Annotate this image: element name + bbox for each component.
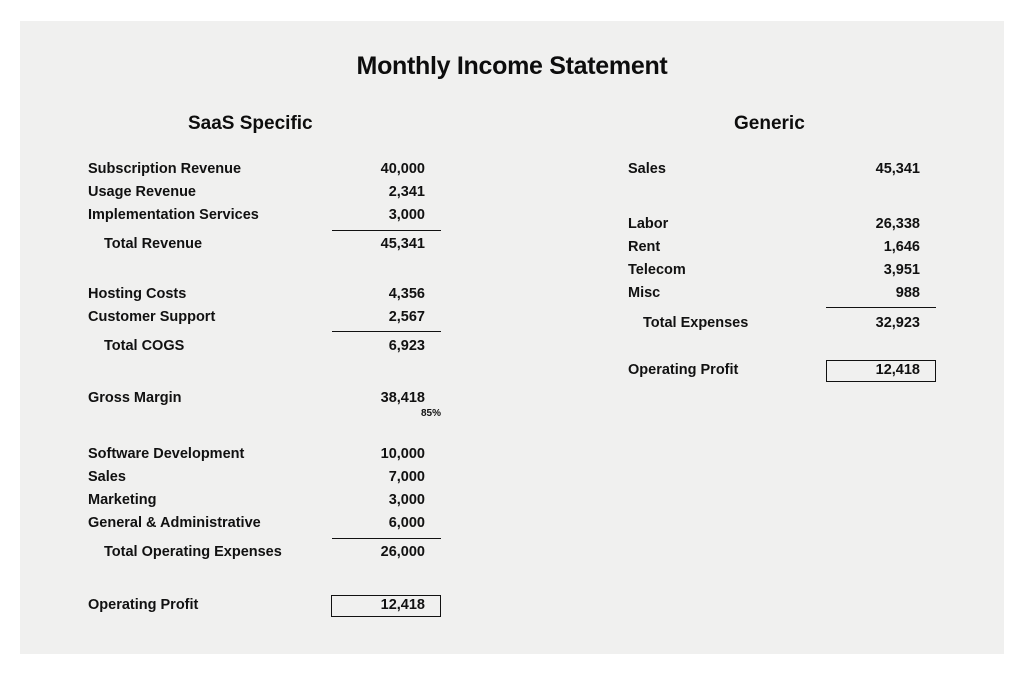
row-value: 3,000	[388, 207, 425, 223]
row-label: Telecom	[628, 262, 686, 278]
row-value: 2,567	[388, 309, 425, 325]
page-title: Monthly Income Statement	[356, 52, 668, 80]
row-value: 6,000	[388, 515, 425, 531]
row-generic-operating-profit	[628, 360, 936, 380]
row-value: 988	[895, 285, 920, 301]
row-software-development	[88, 444, 441, 464]
row-value: 4,356	[388, 286, 425, 302]
row-total-operating-expenses	[88, 542, 441, 562]
row-label: Total Operating Expenses	[104, 544, 282, 560]
row-label: Sales	[628, 161, 666, 177]
row-value: 1,646	[883, 239, 920, 255]
row-sales	[88, 467, 441, 487]
row-value: 2,341	[388, 184, 425, 200]
subtotal-rule	[826, 307, 936, 308]
row-label: Implementation Services	[88, 207, 259, 223]
row-total-cogs	[88, 336, 441, 356]
row-value: 12,418	[875, 362, 920, 378]
gross-margin-percent: 85%	[420, 408, 441, 419]
row-value: 26,338	[875, 216, 920, 232]
subtotal-rule	[332, 230, 441, 231]
row-usage-revenue	[88, 182, 441, 202]
row-value: 7,000	[388, 469, 425, 485]
row-label: Software Development	[88, 446, 245, 462]
row-label: Labor	[628, 216, 669, 232]
row-hosting-costs	[88, 284, 441, 304]
row-misc	[628, 283, 936, 303]
row-label: Usage Revenue	[88, 184, 196, 200]
row-operating-profit	[88, 595, 441, 615]
row-label: Customer Support	[88, 309, 216, 325]
row-label: General & Administrative	[88, 515, 261, 531]
row-labor	[628, 214, 936, 234]
row-total-revenue	[88, 234, 441, 254]
row-value: 6,923	[388, 338, 425, 354]
row-label: Misc	[628, 285, 661, 301]
row-value: 3,000	[388, 492, 425, 508]
row-implementation-services	[88, 205, 441, 225]
row-telecom	[628, 260, 936, 280]
row-value: 3,951	[883, 262, 920, 278]
subtotal-rule	[332, 331, 441, 332]
row-value: 10,000	[380, 446, 425, 462]
row-gross-margin	[88, 388, 441, 408]
row-label: Operating Profit	[628, 362, 739, 378]
row-label: Sales	[88, 469, 126, 485]
row-total-expenses	[628, 313, 936, 333]
row-label: Total COGS	[104, 338, 185, 354]
row-subscription-revenue	[88, 159, 441, 179]
row-marketing	[88, 490, 441, 510]
generic-section-title: Generic	[734, 113, 805, 134]
row-value: 26,000	[380, 544, 425, 560]
row-value: 32,923	[875, 315, 920, 331]
row-label: Hosting Costs	[88, 286, 187, 302]
row-value: 45,341	[380, 236, 425, 252]
row-value: 40,000	[380, 161, 425, 177]
row-rent	[628, 237, 936, 257]
row-label: Operating Profit	[88, 597, 199, 613]
row-value: 38,418	[380, 390, 425, 406]
row-label: Total Expenses	[643, 315, 749, 331]
row-label: Subscription Revenue	[88, 161, 242, 177]
row-generic-sales	[628, 159, 936, 179]
subtotal-rule	[332, 538, 441, 539]
row-value: 12,418	[380, 597, 425, 613]
row-value: 45,341	[875, 161, 920, 177]
row-label: Rent	[628, 239, 661, 255]
row-label: Total Revenue	[104, 236, 203, 252]
saas-section-title: SaaS Specific	[188, 113, 313, 134]
row-label: Marketing	[88, 492, 157, 508]
row-general-administrative	[88, 513, 441, 533]
row-customer-support	[88, 307, 441, 327]
row-label: Gross Margin	[88, 390, 182, 406]
